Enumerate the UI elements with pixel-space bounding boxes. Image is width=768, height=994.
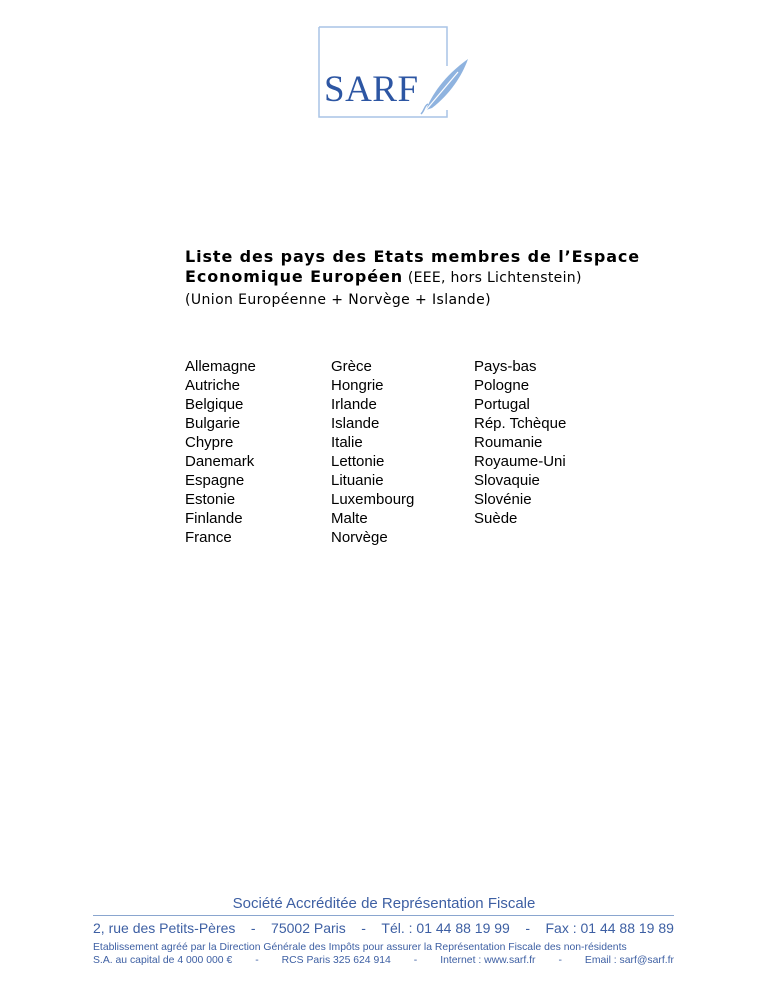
footer-separator: - (558, 955, 562, 966)
country-item: Irlande (331, 396, 377, 413)
country-item: Slovénie (474, 491, 532, 508)
footer-fax: Fax : 01 44 88 19 89 (545, 920, 674, 936)
country-item: Roumanie (474, 434, 543, 451)
country-column-2 (331, 357, 414, 547)
country-item: Autriche (185, 377, 241, 394)
footer-separator: - (413, 955, 418, 966)
country-column-1 (185, 357, 256, 547)
country-item: Lettonie (331, 453, 385, 470)
footer-website: Internet : www.sarf.fr (440, 955, 536, 966)
footer-phone: Tél. : 01 44 88 19 99 (381, 920, 510, 936)
country-item: Slovaquie (474, 472, 540, 489)
country-item: Danemark (185, 453, 255, 470)
footer-separator: - (255, 955, 259, 966)
country-item: Islande (331, 415, 380, 432)
country-item: Bulgarie (185, 415, 241, 432)
country-item: Belgique (185, 396, 244, 413)
country-item: Portugal (474, 396, 530, 413)
country-item: Espagne (185, 472, 245, 489)
country-item: France (185, 529, 232, 546)
footer-company-name: Société Accréditée de Représentation Fiscale (232, 895, 536, 912)
country-item: Finlande (185, 510, 243, 527)
country-item: Lituanie (331, 472, 384, 489)
title-line-1: Liste des pays des Etats membres de l’Espace (185, 247, 641, 266)
country-item: Norvège (331, 529, 388, 546)
footer-separator: - (250, 920, 256, 936)
country-item: Pays-bas (474, 358, 537, 375)
footer-capital: S.A. au capital de 4 000 000 € (93, 955, 233, 966)
country-item: Estonie (185, 491, 236, 508)
title-note: (EEE, hors Lichtenstein) (403, 270, 582, 286)
footer-rcs: RCS Paris 325 624 914 (281, 955, 391, 966)
sarf-logo-graphic (318, 26, 470, 118)
logo-text: SARF (324, 69, 419, 110)
country-item: Rép. Tchèque (474, 415, 567, 432)
list-heading (185, 247, 685, 310)
title-line-2-text: Economique Européen (185, 267, 404, 286)
country-item: Royaume-Uni (474, 453, 566, 470)
subtitle: (Union Européenne + Norvège + Islande) (185, 292, 491, 308)
footer-legal-line-2 (93, 954, 674, 967)
footer-email: Email : sarf@sarf.fr (584, 955, 674, 966)
footer-divider (93, 915, 674, 916)
country-item: Luxembourg (331, 491, 415, 508)
footer-street: 2, rue des Petits-Pères (93, 920, 236, 936)
sarf-logo (318, 26, 470, 118)
country-item: Suède (474, 510, 518, 527)
country-item: Grèce (331, 358, 372, 375)
country-columns (0, 357, 768, 557)
quill-pen-icon (421, 59, 468, 114)
country-item: Chypre (185, 434, 234, 451)
footer-legal-line-1: Etablissement agréé par la Direction Générale des Impôts pour assurer la Représentation Fiscale des non-résidents (93, 942, 627, 953)
footer-address (93, 920, 674, 936)
country-item: Allemagne (185, 358, 256, 375)
country-column-3 (474, 357, 566, 528)
country-item: Hongrie (331, 377, 384, 394)
footer-legal (93, 941, 674, 967)
title-line-2 (185, 267, 685, 288)
footer-separator: - (361, 920, 366, 936)
country-item: Malte (331, 510, 368, 527)
footer-city: 75002 Paris (271, 920, 346, 936)
footer-separator: - (525, 920, 530, 936)
country-item: Pologne (474, 377, 530, 394)
country-item: Italie (331, 434, 363, 451)
